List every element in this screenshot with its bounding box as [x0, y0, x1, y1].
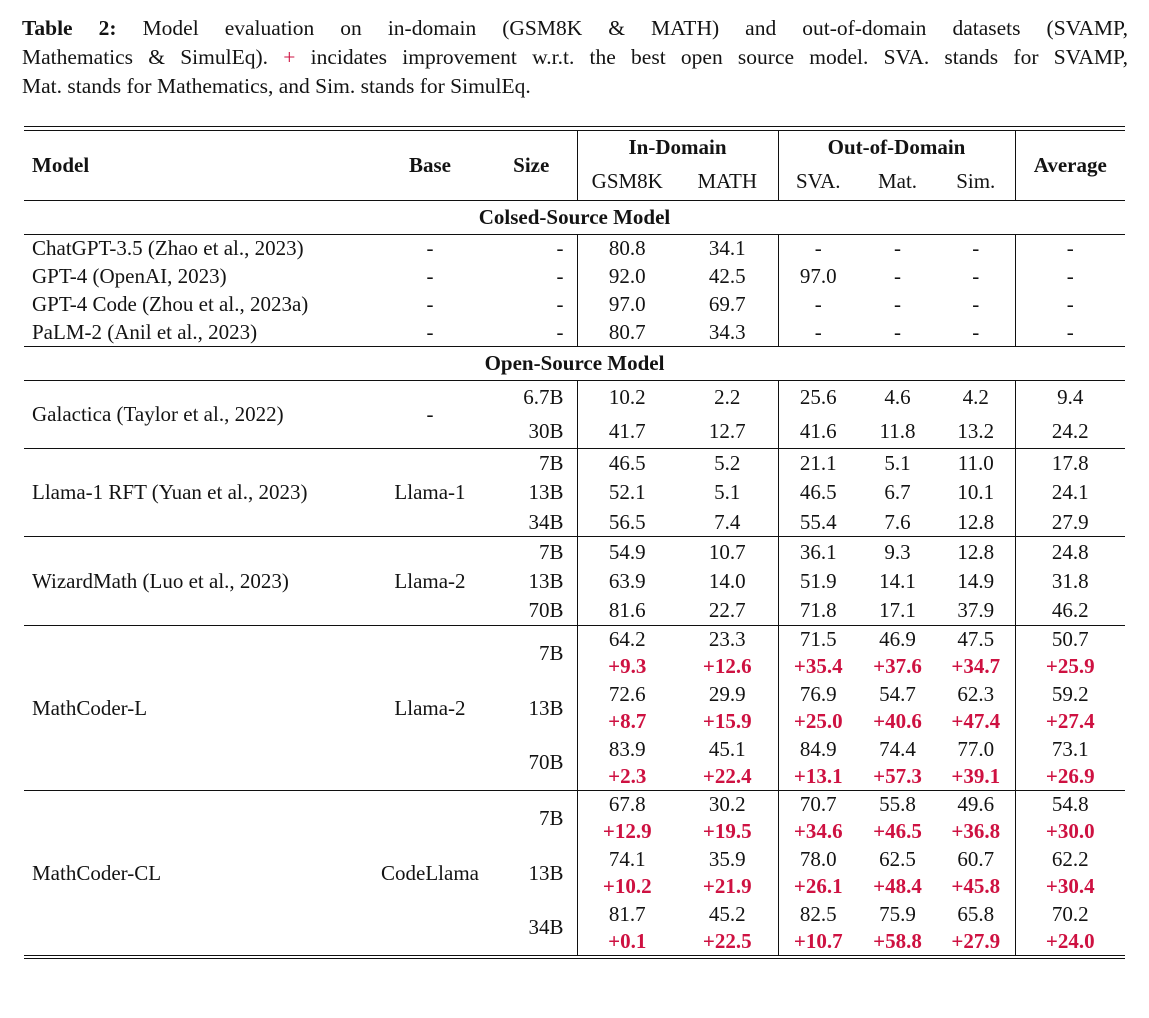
table-caption — [22, 14, 1128, 101]
model-name-cell: PaLM-2 (Anil et al., 2023) — [32, 319, 258, 344]
value-cell: - — [894, 319, 901, 344]
model-name-cell: WizardMath (Luo et al., 2023) — [24, 537, 374, 626]
value-cell: 14.0 — [708, 568, 746, 593]
delta-cell: +12.9 — [577, 818, 677, 846]
value-cell: 64.2 — [577, 625, 677, 653]
value-cell: 46.2 — [1015, 596, 1125, 626]
delta-cell: +19.5 — [702, 819, 752, 844]
value-cell: 46.5 — [577, 448, 677, 478]
value-cell: 78.0 — [778, 845, 858, 873]
value-cell: 24.8 — [1015, 537, 1125, 567]
table-row — [24, 234, 1125, 262]
delta-cell: +39.1 — [951, 764, 1001, 789]
base-cell: - — [426, 319, 434, 344]
value-cell: 12.8 — [937, 537, 1015, 567]
value-cell: 70.7 — [778, 790, 858, 818]
delta-cell: +0.1 — [577, 928, 677, 956]
value-cell: 71.5 — [778, 625, 858, 653]
base-cell: - — [426, 264, 434, 289]
size-cell: - — [556, 236, 564, 261]
value-cell: 62.3 — [957, 681, 995, 706]
size-cell: 13B — [528, 480, 564, 505]
table-header — [24, 130, 1125, 200]
table-row — [24, 537, 1125, 567]
base-cell: Llama-2 — [374, 625, 486, 790]
results-table — [24, 130, 1125, 956]
model-name-cell: Llama-1 RFT (Yuan et al., 2023) — [24, 448, 374, 537]
value-cell: 11.8 — [879, 418, 916, 443]
delta-cell: +24.0 — [1015, 928, 1125, 956]
table-row — [24, 380, 1125, 414]
col-header-model: Model — [32, 153, 90, 178]
value-cell: 17.1 — [879, 598, 916, 623]
col-group-in-domain: In-Domain — [577, 130, 778, 163]
value-cell: 7.6 — [884, 509, 911, 534]
value-cell: 6.7 — [884, 480, 911, 505]
value-cell: 50.7 — [1015, 625, 1125, 653]
value-cell: 4.2 — [962, 385, 989, 410]
value-cell: 9.4 — [1015, 380, 1125, 414]
value-cell: 17.8 — [1015, 448, 1125, 478]
model-name-cell: GPT-4 (OpenAI, 2023) — [32, 264, 227, 289]
value-cell: 21.1 — [778, 448, 858, 478]
delta-cell: +48.4 — [873, 874, 922, 899]
size-cell: 6.7B — [523, 385, 564, 410]
delta-cell: +12.6 — [702, 654, 752, 679]
table-row — [24, 448, 1125, 478]
value-cell: 7.4 — [714, 509, 741, 534]
value-cell: 72.6 — [577, 680, 677, 708]
value-cell: 84.9 — [778, 735, 858, 763]
value-cell: 51.9 — [778, 566, 858, 596]
value-cell: 37.9 — [957, 598, 995, 623]
value-cell: 24.1 — [1015, 478, 1125, 508]
caption-text-3: Mat. stands for Mathematics, and Sim. stands for SimulEq. — [22, 74, 531, 98]
caption-plus-symbol: + — [283, 45, 296, 69]
value-cell: 82.5 — [778, 900, 858, 928]
caption-line-3 — [22, 72, 1128, 101]
value-cell: 34.1 — [708, 236, 746, 261]
value-cell: 54.9 — [577, 537, 677, 567]
size-cell: 13B — [528, 695, 564, 720]
value-cell: - — [778, 290, 858, 318]
table-body — [24, 200, 1125, 955]
delta-cell: +2.3 — [577, 763, 677, 791]
value-cell: - — [1015, 262, 1125, 290]
value-cell: 2.2 — [714, 385, 741, 410]
model-name-cell: Galactica (Taylor et al., 2022) — [32, 402, 284, 427]
caption-line-1 — [22, 14, 1128, 43]
value-cell: 41.7 — [577, 414, 677, 448]
section-title-row — [24, 346, 1125, 380]
delta-cell: +22.4 — [702, 764, 752, 789]
value-cell: 45.1 — [708, 736, 746, 761]
col-header-sva: SVA. — [778, 163, 858, 200]
value-cell: 83.9 — [577, 735, 677, 763]
value-cell: - — [894, 292, 901, 317]
size-cell: 7B — [486, 790, 577, 845]
delta-cell: +15.9 — [702, 709, 752, 734]
delta-cell: +45.8 — [951, 874, 1001, 899]
value-cell: - — [894, 264, 901, 289]
value-cell: 12.8 — [957, 509, 995, 534]
value-cell: - — [894, 236, 901, 261]
table-row — [24, 262, 1125, 290]
delta-cell: +9.3 — [577, 653, 677, 681]
value-cell: 65.8 — [957, 901, 995, 926]
value-cell: 49.6 — [937, 790, 1015, 818]
base-cell: - — [426, 292, 434, 317]
size-cell: - — [556, 319, 564, 344]
value-cell: 14.1 — [879, 568, 916, 593]
base-cell: Llama-2 — [374, 537, 486, 626]
value-cell: 54.7 — [879, 681, 916, 706]
value-cell: 41.6 — [778, 414, 858, 448]
col-group-out-of-domain: Out-of-Domain — [778, 130, 1015, 163]
value-cell: 25.6 — [778, 380, 858, 414]
section-title: Open-Source Model — [24, 346, 1125, 380]
delta-cell: +27.4 — [1015, 708, 1125, 736]
value-cell: 46.9 — [858, 625, 937, 653]
delta-cell: +25.0 — [778, 708, 858, 736]
value-cell: - — [1015, 290, 1125, 318]
delta-cell: +27.9 — [951, 929, 1001, 954]
value-cell: 92.0 — [577, 262, 677, 290]
delta-cell: +40.6 — [873, 709, 922, 734]
table-row — [24, 290, 1125, 318]
table-bottom-rule — [24, 958, 1125, 959]
col-header-average: Average — [1015, 130, 1125, 200]
value-cell: 75.9 — [879, 901, 916, 926]
delta-cell: +36.8 — [951, 819, 1001, 844]
value-cell: 62.5 — [879, 846, 916, 871]
col-header-math: MATH — [697, 169, 757, 194]
size-cell: 30B — [528, 418, 564, 443]
value-cell: - — [972, 264, 980, 289]
caption-line-2 — [22, 43, 1128, 72]
value-cell: 55.4 — [778, 507, 858, 537]
value-cell: 63.9 — [577, 566, 677, 596]
header-row-groups — [24, 130, 1125, 163]
delta-cell: +34.6 — [778, 818, 858, 846]
section-title: Colsed-Source Model — [24, 200, 1125, 234]
size-cell: 34B — [528, 915, 564, 940]
value-cell: 73.1 — [1015, 735, 1125, 763]
base-cell: CodeLlama — [374, 790, 486, 955]
base-cell: - — [426, 402, 434, 427]
col-header-size: Size — [513, 153, 550, 178]
value-cell: 97.0 — [577, 290, 677, 318]
caption-text-2b: incidates improvement w.r.t. the best open source model. SVA. stands for SVAMP, — [310, 45, 1129, 69]
col-header-sim: Sim. — [956, 169, 996, 194]
value-cell: 74.1 — [577, 845, 677, 873]
value-cell: 5.1 — [858, 448, 937, 478]
value-cell: 74.4 — [879, 736, 916, 761]
caption-text-2a: Mathematics & SimulEq). — [22, 45, 269, 69]
col-header-gsm8k: GSM8K — [577, 163, 677, 200]
value-cell: 80.8 — [577, 234, 677, 262]
value-cell: 70.2 — [1015, 900, 1125, 928]
delta-cell: +22.5 — [702, 929, 752, 954]
value-cell: 34.3 — [708, 319, 746, 344]
value-cell: - — [1015, 318, 1125, 346]
value-cell: 81.7 — [577, 900, 677, 928]
value-cell: - — [972, 292, 980, 317]
delta-cell: +25.9 — [1015, 653, 1125, 681]
section-title-row — [24, 200, 1125, 234]
size-cell: 70B — [528, 750, 564, 775]
size-cell: 13B — [528, 568, 564, 593]
value-cell: 45.2 — [708, 901, 746, 926]
size-cell: 70B — [528, 598, 564, 623]
value-cell: 5.2 — [677, 448, 778, 478]
value-cell: 22.7 — [708, 598, 746, 623]
delta-cell: +21.9 — [702, 874, 752, 899]
value-cell: 24.2 — [1015, 414, 1125, 448]
value-cell: 42.5 — [708, 264, 746, 289]
delta-cell: +37.6 — [873, 654, 922, 679]
col-header-base: Base — [409, 153, 451, 178]
delta-cell: +8.7 — [577, 708, 677, 736]
value-cell: - — [1015, 234, 1125, 262]
value-cell: 31.8 — [1015, 566, 1125, 596]
base-cell: Llama-1 — [374, 448, 486, 537]
size-cell: 7B — [486, 537, 577, 567]
value-cell: - — [778, 234, 858, 262]
table-row — [24, 318, 1125, 346]
value-cell: 29.9 — [708, 681, 746, 706]
value-cell: 5.1 — [714, 480, 741, 505]
table-row — [24, 790, 1125, 818]
value-cell: - — [972, 236, 980, 261]
value-cell: 23.3 — [677, 625, 778, 653]
value-cell: 36.1 — [778, 537, 858, 567]
delta-cell: +10.2 — [577, 873, 677, 901]
model-name-cell: ChatGPT-3.5 (Zhao et al., 2023) — [32, 236, 304, 261]
delta-cell: +26.9 — [1015, 763, 1125, 791]
value-cell: 30.2 — [677, 790, 778, 818]
delta-cell: +13.1 — [778, 763, 858, 791]
value-cell: 46.5 — [778, 478, 858, 508]
table-top-rule — [24, 126, 1125, 127]
delta-cell: +30.0 — [1015, 818, 1125, 846]
size-cell: - — [556, 264, 564, 289]
model-name-cell: MathCoder-L — [24, 625, 374, 790]
results-table-wrap — [24, 126, 1125, 959]
value-cell: 10.1 — [957, 480, 995, 505]
value-cell: 80.7 — [577, 318, 677, 346]
value-cell: 56.5 — [577, 507, 677, 537]
table-row — [24, 625, 1125, 653]
value-cell: 59.2 — [1015, 680, 1125, 708]
model-name-cell: GPT-4 Code (Zhou et al., 2023a) — [32, 292, 309, 317]
value-cell: - — [972, 319, 980, 344]
value-cell: 9.3 — [858, 537, 937, 567]
base-cell: - — [426, 236, 434, 261]
value-cell: 71.8 — [778, 596, 858, 626]
delta-cell: +57.3 — [873, 764, 922, 789]
value-cell: 11.0 — [937, 448, 1015, 478]
model-name-cell: MathCoder-CL — [24, 790, 374, 955]
delta-cell: +35.4 — [778, 653, 858, 681]
value-cell: 10.7 — [677, 537, 778, 567]
size-cell: 7B — [486, 448, 577, 478]
value-cell: 60.7 — [957, 846, 995, 871]
delta-cell: +10.7 — [778, 928, 858, 956]
caption-text-1: Model evaluation on in-domain (GSM8K & MATH) and out-of-domain datasets (SVAMP, — [142, 16, 1129, 40]
delta-cell: +30.4 — [1015, 873, 1125, 901]
delta-cell: +58.8 — [873, 929, 922, 954]
value-cell: 76.9 — [778, 680, 858, 708]
caption-label: Table 2: — [22, 16, 117, 40]
value-cell: - — [778, 318, 858, 346]
value-cell: 77.0 — [957, 736, 995, 761]
value-cell: 12.7 — [708, 418, 746, 443]
value-cell: 27.9 — [1015, 507, 1125, 537]
value-cell: 35.9 — [708, 846, 746, 871]
value-cell: 13.2 — [957, 418, 995, 443]
value-cell: 81.6 — [577, 596, 677, 626]
value-cell: 52.1 — [577, 478, 677, 508]
col-header-mat: Mat. — [877, 169, 918, 194]
value-cell: 10.2 — [577, 380, 677, 414]
delta-cell: +46.5 — [873, 819, 922, 844]
delta-cell: +26.1 — [778, 873, 858, 901]
size-cell: 13B — [528, 860, 564, 885]
size-cell: - — [556, 292, 564, 317]
value-cell: 4.6 — [884, 385, 911, 410]
delta-cell: +34.7 — [951, 654, 1001, 679]
value-cell: 67.8 — [577, 790, 677, 818]
size-cell: 7B — [486, 625, 577, 680]
value-cell: 55.8 — [858, 790, 937, 818]
value-cell: 62.2 — [1015, 845, 1125, 873]
value-cell: 14.9 — [957, 568, 995, 593]
size-cell: 34B — [528, 509, 564, 534]
value-cell: 54.8 — [1015, 790, 1125, 818]
value-cell: 47.5 — [937, 625, 1015, 653]
value-cell: 97.0 — [778, 262, 858, 290]
value-cell: 69.7 — [708, 292, 746, 317]
delta-cell: +47.4 — [951, 709, 1001, 734]
